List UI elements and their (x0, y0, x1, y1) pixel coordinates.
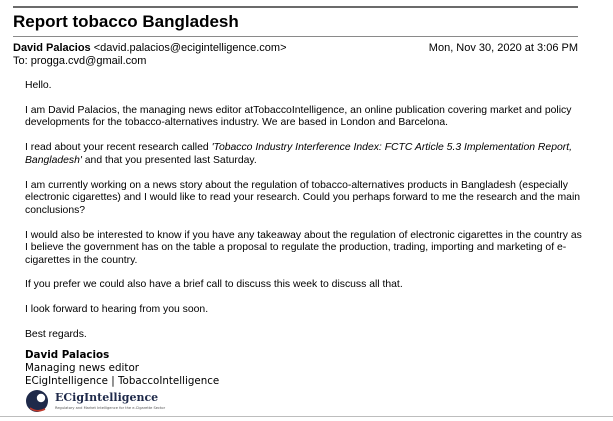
email-date: Mon, Nov 30, 2020 at 3:06 PM (428, 42, 578, 54)
signature-company: ECigIntelligence | TobaccoIntelligence (25, 374, 220, 387)
logo-dot-icon (37, 394, 45, 402)
body-paragraph-research (25, 142, 585, 167)
signature-title: Managing news editor (25, 361, 139, 374)
sender-line (13, 42, 287, 54)
signature (25, 349, 219, 387)
body-paragraph-closing: I look forward to hearing from you soon. (25, 304, 209, 316)
email-body (25, 80, 585, 354)
body-paragraph-request: I am currently working on a news story about the regulation of tobacco-alternatives products in Bangladesh (especially electronic cigarettes) and I would like to read your research. Could you perhaps forward to me the research and the main conclusions? (25, 179, 581, 216)
signature-name: David Palacios (25, 349, 110, 361)
research-title: 'Tobacco Industry Interference Index: FCTC Article 5.3 Implementation Report, Bangladesh' (25, 142, 572, 166)
sign-off: Best regards. (25, 329, 87, 341)
research-post: and that you presented last Saturday. (81, 154, 257, 166)
sender-name: David Palacios (13, 42, 91, 54)
recipient-line: To: progga.cvd@gmail.com (13, 55, 147, 67)
email-subject: Report tobacco Bangladesh (13, 12, 239, 31)
ecigintelligence-logo (25, 388, 225, 414)
research-pre: I read about your recent research called (25, 142, 212, 154)
logo-text: ECigIntelligence (55, 391, 159, 404)
bottom-divider (0, 416, 613, 417)
body-paragraph-intro: I am David Palacios, the managing news editor atTobaccoIntelligence, an online publication covering market and policy developments for the tobacco-alternatives industry. We are based in London and Barcelona. (25, 104, 572, 129)
top-divider (13, 6, 578, 8)
body-paragraph-call: If you prefer we could also have a brief call to discuss this week to discuss all that. (25, 279, 403, 291)
subject-divider (13, 36, 578, 37)
sender-email[interactable]: <david.palacios@ecigintelligence.com> (93, 42, 287, 54)
body-paragraph-regulation: I would also be interested to know if you have any takeaway about the regulation of electronic cigarettes in the country as I believe the government has on the table a proposal to regulate the production, trading, importing and marketing of e-cigarettes in the country. (25, 229, 582, 266)
greeting: Hello. (25, 80, 52, 91)
logo-tagline: Regulatory and Market Intelligence for the e-Cigarette Sector (55, 406, 166, 410)
